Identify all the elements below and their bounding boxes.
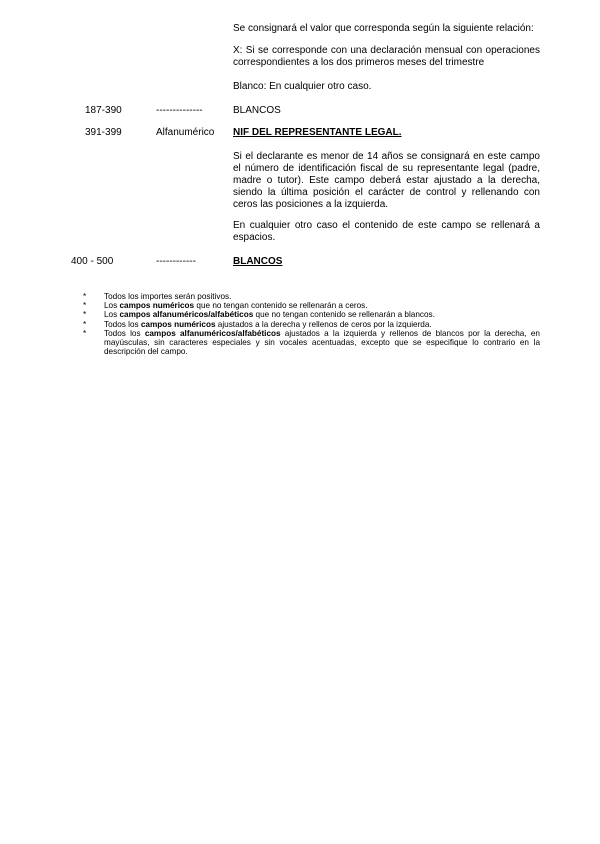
note-text: ajustados a la izquierda y rellenos de blancos por la derecha, en mayúsculas, sin caracteres especiales y sin vocales acentuadas, excepto que se especifique lo contrario en la descripción del campo. [104,328,540,357]
bullet-marker: * [83,292,87,301]
note-text: ajustados a la derecha y rellenos de ceros por la izquierda. [215,319,432,329]
bullet-marker: * [83,319,87,329]
note-text: Los [104,301,120,311]
row-position: 400 - 500 [71,256,114,267]
note-text: que no tengan contenido se rellenarán a ceros. [194,301,368,311]
list-item [83,310,540,319]
note-emphasis: campos alfanuméricos/alfabéticos [144,328,281,338]
row-description: BLANCOS [233,105,281,116]
intro-line: Se consignará el valor que corresponda según la siguiente relación: [233,23,534,34]
bullet-marker: * [83,310,87,320]
note-emphasis: campos alfanuméricos/alfabéticos [119,310,254,320]
row-type: -------------- [156,105,203,116]
note-text: que no tengan contenido se rellenarán a blancos. [253,310,435,320]
bullet-marker: * [83,328,87,338]
field-description-paragraph: En cualquier otro caso el contenido de este campo se rellenará a espacios. [233,220,540,243]
field-heading: BLANCOS [233,256,283,267]
list-item [83,329,540,357]
field-description-paragraph: Si el declarante es menor de 14 años se consignará en este campo el número de identificación fiscal de su representante legal (padre, madre o tutor). Este campo deberá estar ajustado a la derecha, siendo la última posición el carácter de control y rellenando con ceros las posiciones a la izquierda. [233,151,540,210]
field-heading: NIF DEL REPRESENTANTE LEGAL. [233,127,402,138]
list-item [83,320,540,329]
note-text: Todos los [104,319,141,329]
note-text: Todos los importes serán positivos. [104,292,232,301]
x-option-text: X: Si se corresponde con una declaración mensual con operaciones correspondientes a los dos primeros meses del trimestre [233,45,540,68]
row-type: Alfanumérico [156,127,215,138]
note-text: Todos los [104,328,145,338]
bullet-marker: * [83,301,87,311]
note-text: Los [104,310,120,320]
row-position: 187-390 [85,105,122,116]
notes-list [83,292,540,356]
row-position: 391-399 [85,127,122,138]
note-emphasis: campos numéricos [119,301,195,311]
blank-option-text: Blanco: En cualquier otro caso. [233,81,372,92]
row-type: ------------ [156,256,196,267]
list-item [83,292,540,301]
note-emphasis: campos numéricos [140,319,216,329]
list-item [83,301,540,310]
